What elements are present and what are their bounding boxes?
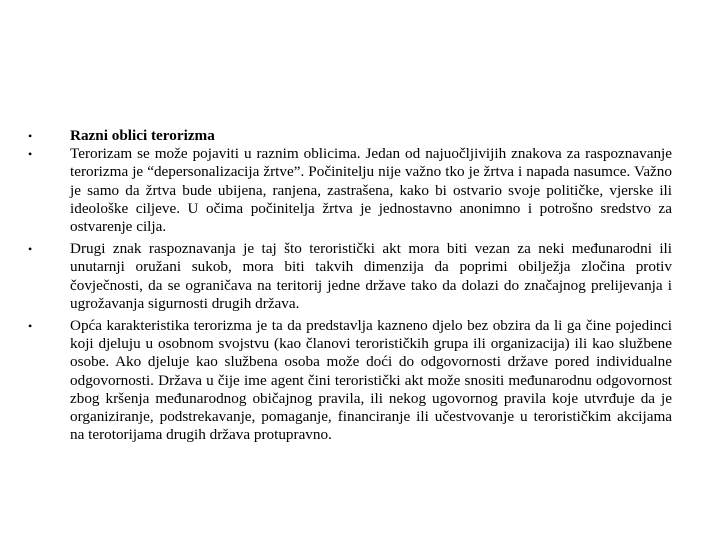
bullet-dot-icon: • [28, 319, 33, 334]
bullet-dot-icon: • [28, 242, 33, 257]
list-item [28, 240, 672, 313]
list-item [28, 317, 672, 444]
slide-heading: Razni oblici terorizma [70, 127, 215, 144]
paragraph-armed-conflict: Drugi znak raspoznavanja je taj što teroristički akt mora biti vezan za neki međunarodni ili unutarnji oružani sukob, mora biti takvih dimenzija da poprimi obilježja zločina protiv čovječnosti, da se ograničava na teritorij jedne države tako da dolazi do značajnog prelijevanja i ugrožavanja sigurnosti drugih država. [70, 240, 672, 312]
paragraph-depersonalization: Terorizam se može pojaviti u raznim oblicima. Jedan od najuočljivijih znakova za raspoznavanje terorizma je “depersonalizacija žrtve”. Počinitelju nije važno tko je žrtva i napada nasumce. Važno je samo da žrtva bude ubijena, ranjena, zastrašena, kako bi ostvario svoje političke, vjerske ili ideološke ciljeve. U očima počinitelja žrtva je jednostavno anonimno i potrošno sredstvo za ostvarenje cilja. [70, 145, 672, 236]
bullet-list [28, 127, 672, 444]
bullet-dot-icon: • [28, 129, 33, 143]
bullet-dot-icon: • [28, 147, 33, 162]
list-item [28, 145, 672, 236]
paragraph-general-characteristic: Opća karakteristika terorizma je ta da predstavlja kazneno djelo bez obzira da li ga čine pojedinci koji djeluju u osobnom svojstvu (kao članovi terorističkih grupa ili organizacija) ili kao službene osobe. Ako djeluje kao službena osoba može doći do odgovornosti države pored individualne odgovornosti. Država u čije ime agent čini teroristički akt može snositi međunarodnu odgovornost zbog kršenja međunarodnog običajnog pravila, ili nekog ugovornog pravila koje utvrđuje da je organiziranje, podstrekavanje, pomaganje, financiranje ili učestvovanje u terorističkim akcijama na terotorijama drugih država protupravno. [70, 317, 672, 444]
list-item-heading [28, 127, 672, 145]
